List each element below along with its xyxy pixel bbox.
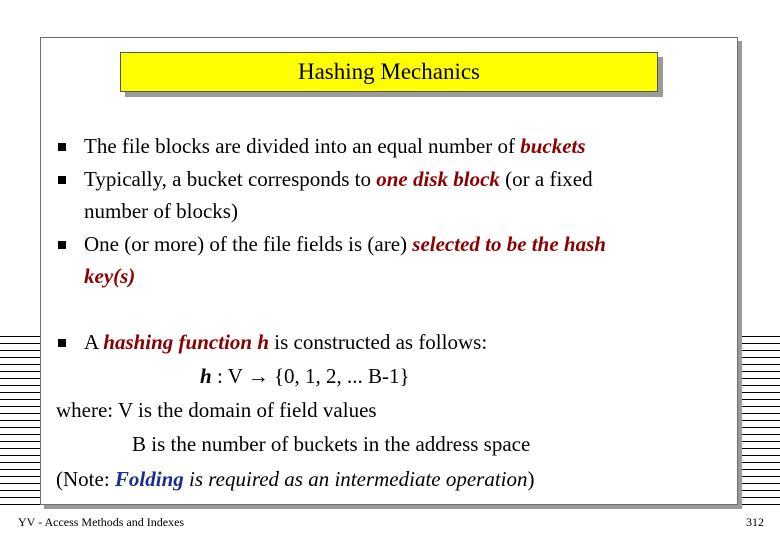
bullet-line-3b <box>84 264 135 288</box>
bullet-line-2 <box>84 167 593 191</box>
where-line-2 <box>132 432 530 456</box>
right-decorative-lines <box>740 336 780 506</box>
bullet-icon <box>58 143 66 151</box>
bullet-1-text: The file blocks are divided into an equal number of <box>84 134 521 158</box>
bullet-icon <box>58 176 66 184</box>
bullet-1-emphasis: buckets <box>520 134 586 158</box>
where-text-1: where: V is the domain of field values <box>56 398 377 422</box>
bullet-line-3 <box>84 232 606 256</box>
bullet-4-text-post: is constructed as follows: <box>269 330 488 354</box>
bullet-line-2b <box>84 199 238 223</box>
slide-title-text: Hashing Mechanics <box>297 59 481 84</box>
bullet-line-4 <box>84 330 487 354</box>
bullet-line-1 <box>84 134 586 158</box>
note-text: is required as an intermediate operation <box>183 467 528 491</box>
bullet-2-text-cont: number of blocks) <box>84 199 238 223</box>
footer-page-number: 312 <box>746 515 764 529</box>
where-line-1 <box>56 398 377 422</box>
formula-range: {0, 1, 2, ... B-1} <box>268 364 410 388</box>
footer-course: YV - Access Methods and Indexes <box>18 515 185 529</box>
hash-formula <box>200 364 410 388</box>
note-open: (Note: <box>56 467 115 491</box>
bullet-3-emphasis: selected to be the hash <box>412 232 606 256</box>
bullet-2-emphasis: one disk block <box>376 167 500 191</box>
bullet-4-emphasis: hashing function h <box>103 330 270 354</box>
note-line <box>56 467 535 491</box>
bullet-3-text: One (or more) of the file fields is (are) <box>84 232 413 256</box>
bullet-2-text: Typically, a bucket corresponds to <box>84 167 377 191</box>
bullet-icon <box>58 339 66 347</box>
slide-title <box>120 52 658 92</box>
bullet-3-emphasis-cont: key(s) <box>84 264 136 288</box>
formula-h: h <box>200 364 212 388</box>
bullet-2-text-post: (or a fixed <box>499 167 593 191</box>
formula-domain: : V <box>211 364 248 388</box>
note-folding: Folding <box>114 467 184 491</box>
where-text-2: B is the number of buckets in the address space <box>132 432 531 456</box>
bullet-4-text: A <box>84 330 104 354</box>
note-close: ) <box>527 467 535 491</box>
bullet-icon <box>58 241 66 249</box>
left-decorative-lines <box>0 336 40 506</box>
arrow-icon: → <box>247 364 269 388</box>
